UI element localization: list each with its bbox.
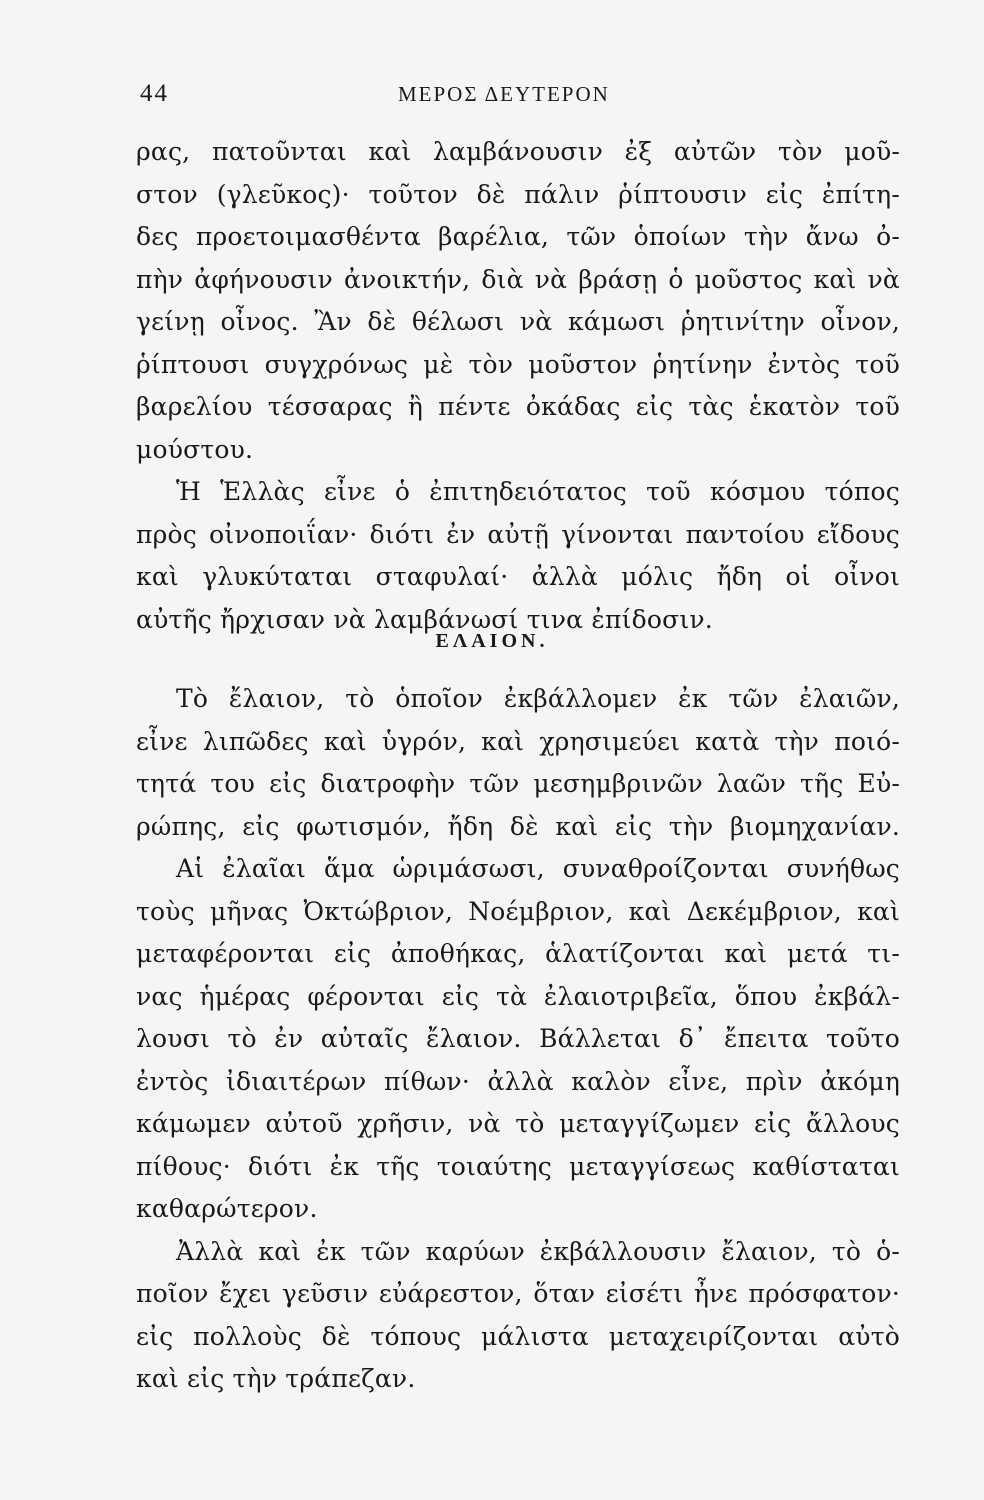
text-line: ῥίπτουσι συγχρόνως μὲ τὸν μοῦστον ῥητίνην ἐντὸς τοῦ <box>136 350 900 379</box>
text-line: τητά του εἰς διατροφὴν τῶν μεσημβρινῶν λαῶν τῆς Εὐ- <box>136 769 900 798</box>
section-heading: ΕΛΑΙΟΝ. <box>435 630 549 652</box>
text-line: Ἀλλὰ καὶ ἐκ τῶν καρύων ἐκβάλλουσιν ἔλαιον, τὸ ὁ- <box>176 1237 900 1266</box>
text-line: καὶ εἰς τὴν τράπεζαν. <box>136 1364 416 1393</box>
running-title: ΜΕΡΟΣ ΔΕΥΤΕΡΟΝ <box>398 82 610 106</box>
text-line: τοὺς μῆνας Ὀκτώβριον, Νοέμβριον, καὶ Δεκέμβριον, καὶ <box>136 897 900 926</box>
text-line: βαρελίου τέσσαρας ἢ πέντε ὀκάδας εἰς τὰς ἑκατὸν τοῦ <box>136 392 900 421</box>
text-line: πίθους· διότι ἐκ τῆς τοιαύτης μεταγγίσεως καθίσταται <box>136 1152 900 1181</box>
text-line: στον (γλεῦκος)· τοῦτον δὲ πάλιν ῥίπτουσιν εἰς ἐπίτη- <box>136 180 900 209</box>
page-header <box>140 80 900 120</box>
text-line: πὴν ἀφήνουσιν ἀνοικτήν, διὰ νὰ βράσῃ ὁ μοῦστος καὶ νὰ <box>136 265 900 294</box>
text-line: μεταφέρονται εἰς ἀποθήκας, ἁλατίζονται καὶ μετά τι- <box>136 939 900 968</box>
text-line: Ἡ Ἑλλὰς εἶνε ὁ ἐπιτηδειότατος τοῦ κόσμου τόπος <box>176 477 900 506</box>
text-line: εἶνε λιπῶδες καὶ ὑγρόν, καὶ χρησιμεύει κατὰ τὴν ποιό- <box>136 727 900 756</box>
text-line: μούστου. <box>136 435 254 464</box>
text-line: ρας, πατοῦνται καὶ λαμβάνουσιν ἐξ αὐτῶν τὸν μοῦ- <box>136 137 900 166</box>
text-line: ρώπης, εἰς φωτισμόν, ἤδη δὲ καὶ εἰς τὴν βιομηχανίαν. <box>136 812 900 841</box>
text-line: πρὸς οἰνοποιΐαν· διότι ἐν αὐτῇ γίνονται παντοίου εἴδους <box>136 520 900 549</box>
text-line: καθαρώτερον. <box>136 1194 318 1223</box>
text-line: κάμωμεν αὐτοῦ χρῆσιν, νὰ τὸ μεταγγίζωμεν εἰς ἄλλους <box>136 1109 900 1138</box>
text-line: ἐντὸς ἰδιαιτέρων πίθων· ἀλλὰ καλὸν εἶνε, πρὶν ἀκόμη <box>136 1067 900 1096</box>
text-line: Τὸ ἔλαιον, τὸ ὁποῖον ἐκβάλλομεν ἐκ τῶν ἐλαιῶν, <box>176 684 900 713</box>
text-line: δες προετοιμασθέντα βαρέλια, τῶν ὁποίων τὴν ἄνω ὀ- <box>136 222 900 251</box>
text-line: αὐτῆς ἤρχισαν νὰ λαμβάνωσί τινα ἐπίδοσιν. <box>136 605 713 634</box>
text-line: γείνῃ οἶνος. Ἂν δὲ θέλωσι νὰ κάμωσι ῥητινίτην οἶνον, <box>136 307 900 336</box>
text-line: νας ἡμέρας φέρονται εἰς τὰ ἐλαιοτριβεῖα, ὅπου ἐκβάλ- <box>136 982 900 1011</box>
text-line: Αἱ ἐλαῖαι ἅμα ὡριμάσωσι, συναθροίζονται συνήθως <box>176 854 900 883</box>
text-line: καὶ γλυκύταται σταφυλαί· ἀλλὰ μόλις ἤδη οἱ οἶνοι <box>136 562 900 591</box>
text-line: ποῖον ἔχει γεῦσιν εὐάρεστον, ὅταν εἰσέτι ἦνε πρόσφατον· <box>136 1279 900 1308</box>
text-line: εἰς πολλοὺς δὲ τόπους μάλιστα μεταχειρίζονται αὐτὸ <box>136 1322 900 1351</box>
text-line: λουσι τὸ ἐν αὐταῖς ἔλαιον. Βάλλεται δ᾽ ἔπειτα τοῦτο <box>136 1024 900 1053</box>
page-number: 44 <box>140 80 169 107</box>
